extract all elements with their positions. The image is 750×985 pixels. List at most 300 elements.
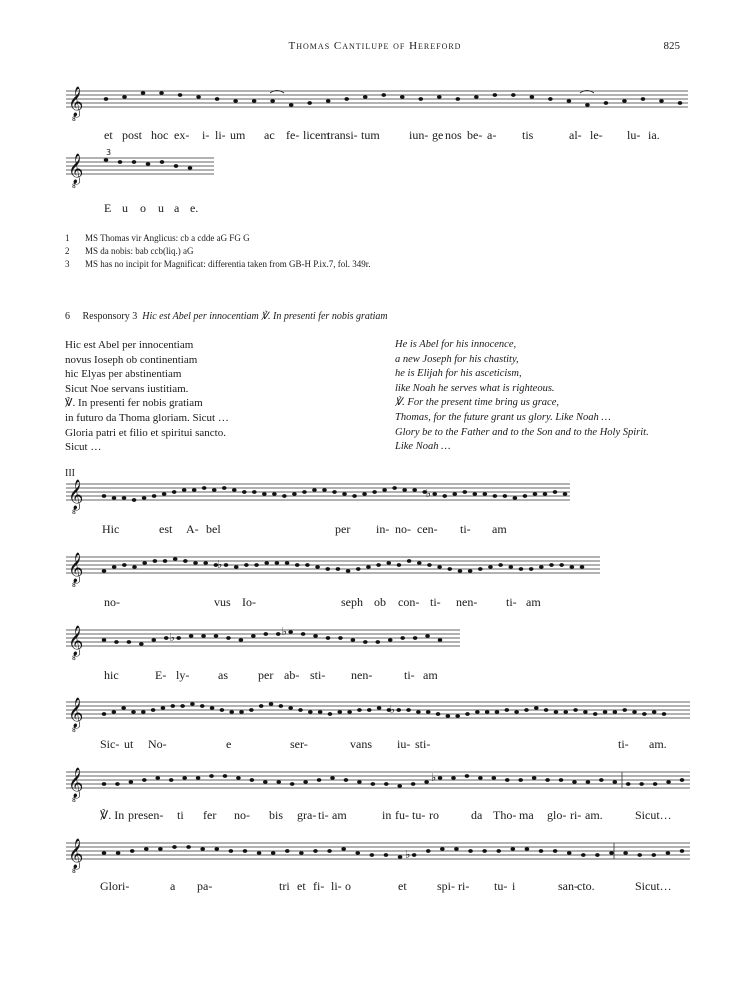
- note-head: [473, 492, 478, 496]
- note-head: [172, 845, 177, 849]
- note-head: [493, 93, 498, 97]
- note-head: [593, 712, 598, 716]
- note-head: [452, 492, 457, 496]
- note-head: [370, 853, 375, 857]
- note-head: [336, 567, 341, 571]
- lyric-syllable: am: [526, 595, 541, 609]
- note-head: [553, 849, 558, 853]
- lyric-syllable: bis: [269, 808, 284, 822]
- note-head: [250, 778, 255, 782]
- note-head: [622, 708, 627, 712]
- note-head: [122, 496, 127, 500]
- lyric-syllable: hoc: [151, 128, 169, 142]
- translation-line: a new Joseph for his chastity,: [395, 353, 519, 365]
- note-head: [142, 496, 147, 500]
- flat-sign: ♭: [431, 771, 437, 784]
- note-head: [525, 847, 530, 851]
- footnote-mark: 3: [106, 148, 112, 157]
- lyric-syllable: cto.: [577, 879, 595, 893]
- note-head: [264, 561, 269, 565]
- lyric-syllable: san-: [558, 879, 578, 893]
- note-head: [384, 782, 389, 786]
- lyric-syllable: per: [335, 522, 351, 536]
- note-head: [249, 708, 254, 712]
- note-head: [188, 166, 193, 170]
- note-head: [159, 91, 164, 95]
- note-head: [492, 776, 497, 780]
- note-head: [104, 97, 109, 101]
- treble-clef-icon: 𝄞: [68, 839, 84, 869]
- note-head: [543, 492, 548, 496]
- note-head: [164, 636, 169, 640]
- note-head: [344, 97, 349, 101]
- note-head: [142, 561, 147, 565]
- note-head: [418, 97, 423, 101]
- note-head: [563, 710, 568, 714]
- staff-system-5: [0, 622, 750, 672]
- note-head: [325, 567, 330, 571]
- translation-line: Glory be to the Father and to the Son and to the Holy Spirit.: [395, 426, 649, 438]
- treble-clef-icon: 𝄞: [68, 480, 84, 510]
- note-head: [102, 851, 107, 855]
- note-head: [305, 563, 310, 567]
- note-head: [371, 782, 376, 786]
- note-head: [183, 559, 188, 563]
- note-head: [169, 778, 174, 782]
- note-head: [276, 780, 281, 784]
- translation-line: Thomas, for the future grant us glory. Like Noah …: [395, 411, 611, 423]
- flat-sign: ♭: [425, 487, 431, 500]
- lyric-syllable: a: [170, 879, 176, 893]
- note-head: [455, 714, 460, 718]
- note-head: [212, 488, 217, 492]
- staff-system-8: [0, 835, 750, 885]
- note-head: [534, 706, 539, 710]
- note-head: [609, 851, 614, 855]
- note-head: [285, 849, 290, 853]
- lyric-syllable: iu-: [397, 737, 411, 751]
- lyric-syllable: Glori-: [100, 879, 130, 893]
- note-head: [402, 488, 407, 492]
- note-head: [270, 99, 275, 103]
- note-head: [456, 97, 461, 101]
- note-head: [151, 638, 156, 642]
- note-head: [580, 565, 585, 569]
- note-head: [163, 559, 168, 563]
- lyric-syllable: bel: [206, 522, 221, 536]
- note-head: [313, 634, 318, 638]
- lyric-syllable: No-: [148, 737, 167, 751]
- lyric-syllable: et: [398, 879, 407, 893]
- note-head: [495, 710, 500, 714]
- note-head: [659, 99, 664, 103]
- note-head: [118, 160, 123, 164]
- staff-system-4: [0, 549, 750, 599]
- note-head: [626, 782, 631, 786]
- latin-line: Gloria patri et filio et spiritui sancto.: [65, 426, 226, 439]
- lyric-syllable: iun-: [409, 128, 429, 142]
- note-head: [559, 563, 564, 567]
- note-head: [509, 565, 514, 569]
- note-head: [121, 706, 126, 710]
- note-head: [209, 774, 214, 778]
- lyric-syllable: ut: [124, 737, 134, 751]
- note-head: [352, 494, 357, 498]
- lyric-syllable: nen-: [456, 595, 478, 609]
- note-head: [203, 561, 208, 565]
- lyric-syllable: A-: [186, 522, 199, 536]
- note-head: [313, 849, 318, 853]
- lyric-syllable: fer: [203, 808, 217, 822]
- note-head: [426, 849, 431, 853]
- lyric-syllable: ti-: [506, 595, 517, 609]
- lyric-syllable: am.: [585, 808, 603, 822]
- note-head: [158, 847, 163, 851]
- note-head: [424, 780, 429, 784]
- flat-sign: ♭: [217, 558, 223, 571]
- note-head: [632, 710, 637, 714]
- note-head: [400, 95, 405, 99]
- note-head: [102, 712, 107, 716]
- lyric-syllable: vans: [350, 737, 372, 751]
- lyric-syllable: ℣. In: [100, 808, 125, 822]
- lyric-syllable: ob: [374, 595, 386, 609]
- octave-mark: 8: [72, 582, 76, 589]
- note-head: [200, 704, 205, 708]
- note-head: [275, 561, 280, 565]
- note-head: [604, 101, 609, 105]
- note-head: [462, 490, 467, 494]
- note-head: [318, 710, 323, 714]
- note-head: [132, 565, 137, 569]
- note-head: [104, 158, 109, 162]
- note-head: [440, 847, 445, 851]
- lyric-syllable: per: [258, 668, 274, 682]
- note-head: [269, 702, 274, 706]
- lyric-syllable: tu-: [494, 879, 508, 893]
- note-head: [196, 95, 201, 99]
- note-head: [437, 95, 442, 99]
- lyric-syllable: spi-: [437, 879, 455, 893]
- note-head: [271, 851, 276, 855]
- note-head: [662, 712, 667, 716]
- lyric-syllable: et: [297, 879, 306, 893]
- lyric-syllable: Io-: [242, 595, 256, 609]
- note-head: [554, 710, 559, 714]
- latin-line: novus Ioseph ob continentiam: [65, 353, 198, 366]
- note-head: [438, 638, 443, 642]
- note-head: [102, 638, 107, 642]
- note-head: [312, 488, 317, 492]
- note-head: [468, 849, 473, 853]
- note-head: [132, 498, 137, 502]
- note-head: [302, 490, 307, 494]
- lyric-syllable: ti-: [404, 668, 415, 682]
- note-head: [295, 563, 300, 567]
- lyric-syllable: licem: [303, 128, 330, 142]
- note-head: [257, 851, 262, 855]
- note-head: [367, 708, 372, 712]
- lyric-syllable: Sic-: [100, 737, 120, 751]
- note-head: [127, 640, 132, 644]
- note-head: [678, 101, 683, 105]
- treble-clef-icon: 𝄞: [68, 768, 84, 798]
- note-head: [363, 640, 368, 644]
- note-head: [478, 776, 483, 780]
- note-head: [573, 708, 578, 712]
- note-head: [210, 706, 215, 710]
- note-head: [160, 160, 165, 164]
- note-head: [553, 490, 558, 494]
- lyric-syllable: um: [230, 128, 246, 142]
- note-head: [114, 640, 119, 644]
- lyric-syllable: a-: [487, 128, 497, 142]
- note-head: [412, 488, 417, 492]
- note-head: [243, 849, 248, 853]
- note-head: [432, 492, 437, 496]
- latin-text: [65, 338, 229, 455]
- note-head: [559, 778, 564, 782]
- note-head: [533, 492, 538, 496]
- treble-clef-icon: 𝄞: [68, 154, 84, 184]
- flat-sign: ♭: [281, 625, 287, 638]
- note-head: [226, 636, 231, 640]
- note-head: [503, 494, 508, 498]
- note-head: [653, 782, 658, 786]
- footnote: 2 MS da nobis: bab ccb(liq.) aG: [65, 246, 194, 256]
- note-head: [539, 849, 544, 853]
- note-head: [152, 494, 157, 498]
- note-head: [381, 93, 386, 97]
- note-head: [478, 567, 483, 571]
- note-head: [146, 162, 151, 166]
- note-head: [282, 494, 287, 498]
- note-head: [518, 778, 523, 782]
- note-head: [153, 559, 158, 563]
- note-head: [372, 490, 377, 494]
- note-head: [130, 849, 135, 853]
- note-head: [215, 97, 220, 101]
- lyric-syllable: ab-: [284, 668, 300, 682]
- note-head: [563, 492, 568, 496]
- lyric-syllable: as: [218, 668, 228, 682]
- octave-mark: 8: [72, 509, 76, 516]
- note-head: [347, 710, 352, 714]
- note-head: [426, 710, 431, 714]
- note-head: [680, 778, 685, 782]
- lyric-syllable: est: [159, 522, 173, 536]
- note-head: [603, 710, 608, 714]
- note-head: [386, 561, 391, 565]
- lyric-syllable: ti-: [318, 808, 329, 822]
- lyric-syllable: Sicut…: [635, 808, 672, 822]
- note-head: [622, 99, 627, 103]
- lyric-syllable: pa-: [197, 879, 213, 893]
- lyric-syllable: in: [382, 808, 392, 822]
- latin-line: ℣. In presenti fer nobis gratiam: [65, 397, 203, 410]
- lyric-syllable: am: [423, 668, 438, 682]
- note-head: [447, 567, 452, 571]
- note-head: [285, 561, 290, 565]
- note-head: [229, 710, 234, 714]
- note-head: [332, 490, 337, 494]
- lyric-syllable: lu-: [627, 128, 641, 142]
- lyric-syllable: li-: [331, 879, 342, 893]
- note-head: [388, 638, 393, 642]
- note-head: [224, 563, 229, 567]
- lyric-syllable: u: [122, 201, 128, 215]
- note-head: [186, 845, 191, 849]
- note-head: [666, 851, 671, 855]
- lyric-syllable: e: [226, 737, 232, 751]
- lyric-syllable: da: [471, 808, 483, 822]
- octave-mark: 8: [72, 797, 76, 804]
- staff-system-7: [0, 764, 750, 814]
- note-head: [232, 488, 237, 492]
- note-head: [317, 778, 322, 782]
- note-head: [488, 565, 493, 569]
- lyric-syllable: fe-: [286, 128, 300, 142]
- note-head: [122, 563, 127, 567]
- note-head: [572, 780, 577, 784]
- note-head: [581, 853, 586, 857]
- note-head: [666, 780, 671, 784]
- lyric-syllable: ri-: [570, 808, 582, 822]
- note-head: [328, 712, 333, 716]
- note-head: [178, 93, 183, 97]
- note-head: [116, 851, 121, 855]
- note-head: [173, 557, 178, 561]
- note-head: [202, 486, 207, 490]
- staff-system-3: [0, 476, 750, 526]
- note-head: [498, 563, 503, 567]
- lyric-syllable: ro: [429, 808, 439, 822]
- lyric-syllable: a: [174, 201, 180, 215]
- footnote: 3 MS has no incipit for Magnificat: differentia taken from GB-H P.ix.7, fol. 349r.: [65, 259, 371, 269]
- latin-line: Hic est Abel per innocentiam: [65, 339, 194, 351]
- lyric-syllable: no-: [234, 808, 250, 822]
- treble-clef-icon: 𝄞: [68, 698, 84, 728]
- note-head: [299, 851, 304, 855]
- note-head: [397, 563, 402, 567]
- responsory-incipit: Hic est Abel per innocentiam ℣. In presenti fer nobis gratiam: [142, 311, 388, 322]
- note-head: [567, 851, 572, 855]
- note-head: [407, 559, 412, 563]
- note-head: [680, 849, 685, 853]
- note-head: [344, 778, 349, 782]
- translation-line: He is Abel for his innocence,: [395, 339, 517, 350]
- note-head: [288, 630, 293, 634]
- lyric-syllable: ti-: [430, 595, 441, 609]
- lyric-syllable: ri-: [458, 879, 470, 893]
- note-head: [406, 708, 411, 712]
- note-head: [239, 638, 244, 642]
- note-head: [242, 490, 247, 494]
- note-head: [384, 853, 389, 857]
- note-head: [214, 847, 219, 851]
- note-head: [454, 847, 459, 851]
- note-head: [239, 710, 244, 714]
- note-head: [315, 565, 320, 569]
- lyric-syllable: u: [158, 201, 164, 215]
- note-head: [351, 638, 356, 642]
- note-head: [234, 565, 239, 569]
- lyric-syllable: o: [345, 879, 351, 893]
- note-head: [599, 778, 604, 782]
- note-head: [322, 488, 327, 492]
- mode-label: III: [65, 468, 75, 479]
- note-head: [427, 563, 432, 567]
- note-head: [442, 494, 447, 498]
- note-head: [141, 710, 146, 714]
- note-head: [346, 569, 351, 573]
- note-head: [115, 782, 120, 786]
- note-head: [400, 636, 405, 640]
- note-head: [411, 782, 416, 786]
- note-head: [112, 565, 117, 569]
- note-head: [416, 710, 421, 714]
- lyric-syllable: con-: [398, 595, 420, 609]
- note-head: [532, 776, 537, 780]
- lyric-syllable: seph: [341, 595, 363, 609]
- latin-line: Sicut Noe servans iustitiam.: [65, 382, 189, 395]
- note-head: [162, 492, 167, 496]
- note-head: [465, 774, 470, 778]
- lyric-syllable: transi-: [327, 128, 358, 142]
- treble-clef-icon: 𝄞: [68, 553, 84, 583]
- note-head: [513, 496, 518, 500]
- note-head: [514, 710, 519, 714]
- note-head: [642, 712, 647, 716]
- note-head: [413, 636, 418, 640]
- note-head: [112, 710, 117, 714]
- flat-sign: ♭: [405, 848, 411, 861]
- note-head: [366, 565, 371, 569]
- lyric-syllable: et: [104, 128, 113, 142]
- note-head: [586, 780, 591, 784]
- note-head: [122, 95, 127, 99]
- note-head: [446, 714, 451, 718]
- note-head: [131, 710, 136, 714]
- lyric-syllable: am: [332, 808, 347, 822]
- note-head: [363, 95, 368, 99]
- note-head: [144, 847, 149, 851]
- lyric-syllable: no-: [395, 522, 411, 536]
- note-head: [129, 780, 134, 784]
- lyric-syllable: tri: [279, 879, 290, 893]
- note-head: [382, 488, 387, 492]
- lyric-syllable: li-: [215, 128, 226, 142]
- note-head: [548, 97, 553, 101]
- octave-mark: 8: [72, 868, 76, 875]
- note-head: [475, 710, 480, 714]
- note-head: [193, 561, 198, 565]
- octave-mark: 8: [72, 727, 76, 734]
- note-head: [436, 712, 441, 716]
- note-head: [272, 492, 277, 496]
- note-head: [458, 569, 463, 573]
- note-head: [544, 708, 549, 712]
- note-head: [102, 494, 107, 498]
- note-head: [252, 490, 257, 494]
- note-head: [483, 492, 488, 496]
- note-head: [396, 708, 401, 712]
- note-head: [613, 710, 618, 714]
- note-head: [595, 853, 600, 857]
- lyric-syllable: ia.: [648, 128, 660, 142]
- lyric-syllable: ex-: [174, 128, 190, 142]
- note-head: [637, 853, 642, 857]
